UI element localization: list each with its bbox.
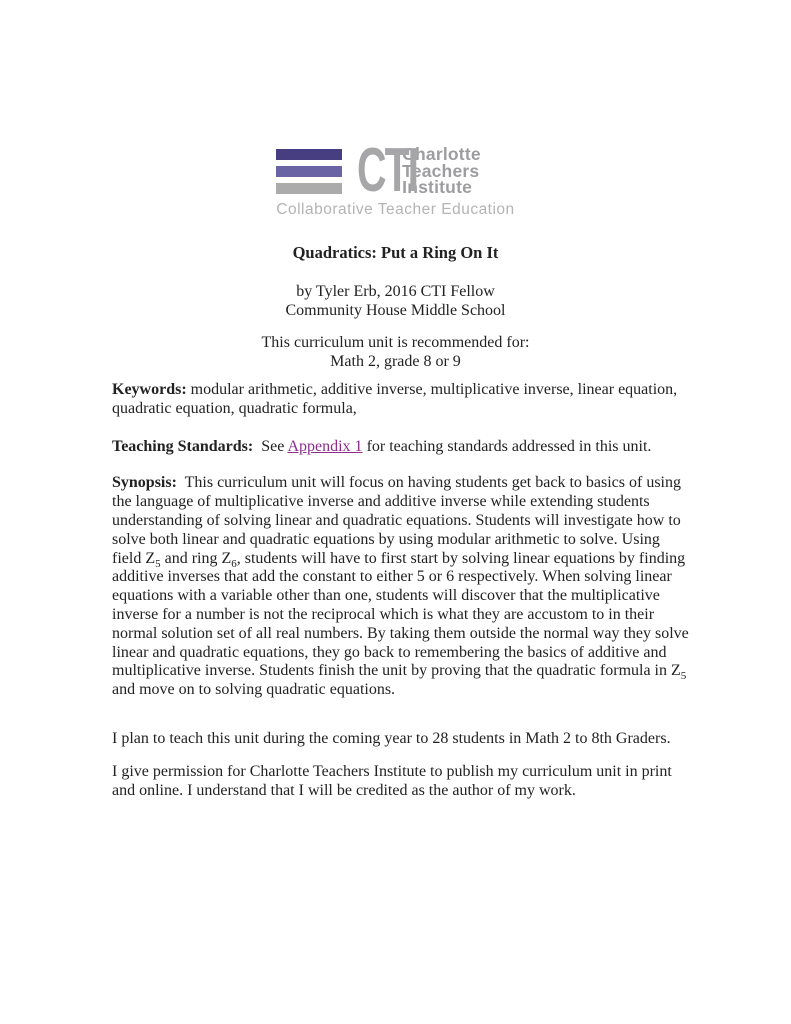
cti-bars-icon	[276, 146, 342, 194]
cti-name-line-2: Teachers	[402, 160, 480, 181]
author-line: by Tyler Erb, 2016 CTI Fellow	[296, 283, 495, 300]
cti-wordmark: CTI	[357, 136, 418, 205]
unit-title: Quadratics: Put a Ring On It	[292, 243, 499, 262]
keywords-text: modular arithmetic, additive inverse, multiplicative inverse, linear equation, quadratic equation, quadratic formula,	[112, 381, 682, 417]
teaching-standards-pre-text: See	[253, 437, 288, 455]
keywords-paragraph	[112, 381, 690, 419]
teaching-standards-post-text: for teaching standards addressed in this unit.	[362, 437, 652, 455]
teaching-standards-label: Teaching Standards:	[112, 437, 254, 455]
logo-bar-top	[276, 149, 342, 160]
logo-bar-middle	[276, 166, 342, 177]
plan-paragraph: I plan to teach this unit during the coming year to 28 students in Math 2 to 8th Graders.	[112, 729, 671, 747]
cti-logo	[276, 136, 515, 219]
document-body	[112, 381, 693, 800]
recommendation-intro: This curriculum unit is recommended for:	[261, 334, 530, 351]
teaching-standards-paragraph	[112, 438, 690, 457]
cti-tagline: Collaborative Teacher Education	[276, 201, 515, 218]
synopsis-text: This curriculum unit will focus on having students get back to basics of using the language of multiplicative inverse and additive inverse while extending students understanding of solving linear and quadratic equations. Students will investigate how to solve both linear and quadratic equations by using modular arithmetic to solve. Using field $Z_5$ and ring $Z_6$, students will have to first start by solving linear equations by finding additive inverses that add the constant to either 5 or 6 respectively. When solving linear equations with a variable other than one, students will discover that the multiplicative inverse for a number is not the reciprocal which is what they are accustom to in their normal solution set of all real numbers. By taking them outside the normal way they solve linear and quadratic equations, they go back to remembering the basics of additive and multiplicative inverse. Students finish the unit by proving that the quadratic formula in $Z_5$ and move on to solving quadratic equations.	[112, 474, 693, 699]
synopsis-label: Synopsis:	[112, 474, 177, 492]
keywords-label: Keywords:	[112, 381, 187, 398]
recommendation-line: Math 2, grade 8 or 9	[330, 353, 461, 370]
cti-logo-row	[276, 136, 514, 205]
appendix-1-link[interactable]: Appendix 1	[287, 437, 363, 455]
cti-name-line-1: Charlotte	[402, 144, 481, 164]
logo-bar-bottom	[276, 183, 342, 194]
cti-name-line-3: Institute	[402, 177, 473, 197]
permission-paragraph: I give permission for Charlotte Teachers Institute to publish my curriculum unit in print and online. I understand that I will be credited as the author of my work.	[112, 762, 676, 799]
school-line: Community House Middle School	[285, 302, 506, 319]
document-header	[0, 243, 791, 371]
synopsis-paragraph	[112, 474, 693, 700]
